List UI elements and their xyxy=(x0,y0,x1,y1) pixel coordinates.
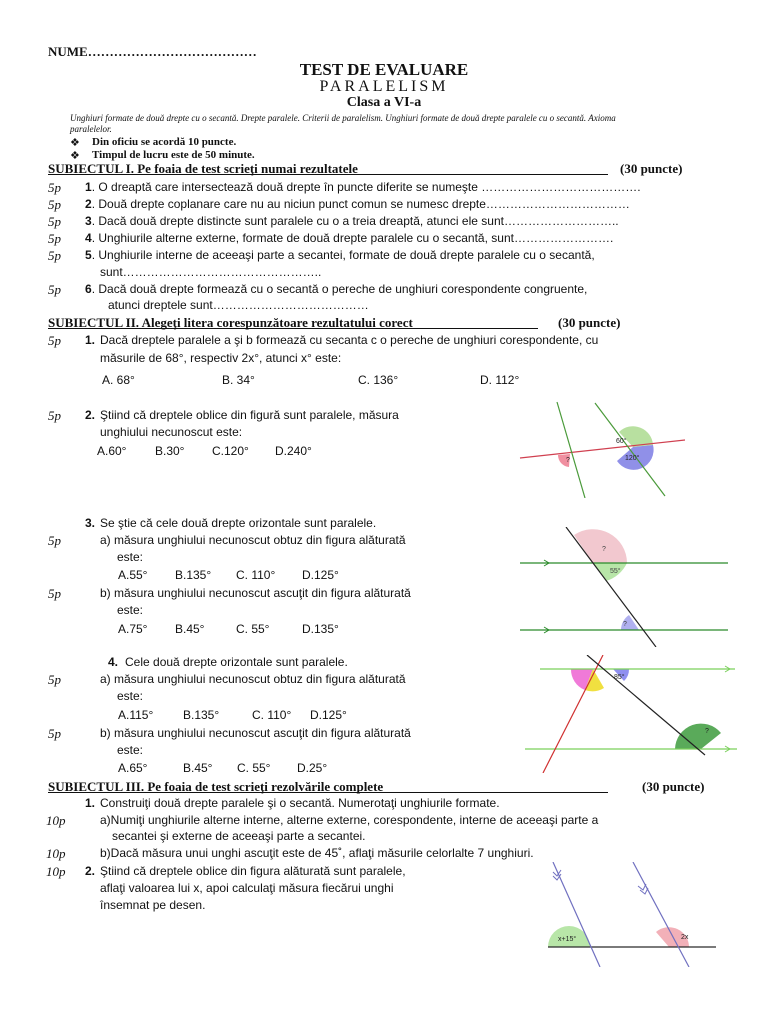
option-d[interactable]: D.125° xyxy=(302,568,339,582)
points-label: 5p xyxy=(48,180,61,195)
bullet-icon: ❖ xyxy=(70,150,80,162)
question-3-2-text: Ştiind că dreptele oblice din figura alăturată sunt paralele, xyxy=(100,864,406,878)
figure-horizontal-parallels-2 xyxy=(525,655,740,773)
option-a[interactable]: A. 68° xyxy=(102,373,135,387)
question-number: 1. xyxy=(85,796,96,810)
section-1-points: (30 puncte) xyxy=(620,161,683,176)
option-c[interactable]: C. 55° xyxy=(236,622,270,636)
question-2-2-text: Ştiind că dreptele oblice din figură sunt paralele, măsura xyxy=(100,408,399,422)
page-subtitle: PARALELISM xyxy=(319,78,449,95)
section-2-title: SUBIECTUL II. Alegeţi litera corespunzătoare rezultatului corect xyxy=(48,315,538,329)
question-number: 3. xyxy=(85,516,96,530)
question-1-4: 4. Unghiurile alterne externe, formate de două drepte paralele cu o secantă, sunt……………………. xyxy=(85,231,614,245)
bullet-text-1: Din oficiu se acordă 10 puncte. xyxy=(92,136,237,148)
option-a[interactable]: A.55° xyxy=(118,568,148,582)
question-1-6-cont: atunci dreptele sunt………………………………… xyxy=(108,298,369,312)
option-b[interactable]: B.135° xyxy=(175,568,212,582)
topics-line-1: Unghiuri formate de două drepte cu o secantă. Drepte paralele. Criterii de paralelism. Unghiuri formate de două drepte paralele cu o secantă. Axioma xyxy=(70,113,616,123)
question-3-1-text: Construiţi două drepte paralele şi o secantă. Numerotaţi unghiurile formate. xyxy=(100,796,500,810)
points-label: 5p xyxy=(48,231,61,246)
option-a[interactable]: A.75° xyxy=(118,622,148,636)
angle-label: 120° xyxy=(625,455,640,462)
question-number: 4. xyxy=(108,655,119,669)
option-b[interactable]: B. 34° xyxy=(222,373,255,387)
option-c[interactable]: C.120° xyxy=(212,444,249,458)
points-label: 10p xyxy=(46,846,66,861)
option-a[interactable]: A.65° xyxy=(118,761,148,775)
question-number: 2. xyxy=(85,864,96,878)
question-2-2-text-cont: unghiului necunoscut este: xyxy=(100,425,243,439)
figure-oblique-parallels xyxy=(515,398,690,498)
bullet-text-2: Timpul de lucru este de 50 minute. xyxy=(92,149,255,161)
option-c[interactable]: C. 136° xyxy=(358,373,399,387)
option-c[interactable]: C. 55° xyxy=(237,761,271,775)
angle-label: 55° xyxy=(610,568,621,575)
question-1-3: 3. Dacă două drepte distincte sunt paralele cu o a treia dreaptă, atunci ele sunt……………………….. xyxy=(85,214,619,228)
points-label: 5p xyxy=(48,248,61,263)
page-title: TEST DE EVALUARE xyxy=(299,60,469,79)
section-3-points: (30 puncte) xyxy=(642,779,705,794)
points-label: 5p xyxy=(48,333,61,348)
points-label: 10p xyxy=(46,864,66,879)
angle-label: 60° xyxy=(616,438,627,445)
question-1-6: 6. Dacă două drepte formează cu o secantă o pereche de unghiuri corespondente congruente, xyxy=(85,282,588,296)
question-3-2-text-cont: aflaţi valoarea lui x, apoi calculaţi măsura fiecărui unghi xyxy=(100,881,394,895)
question-3-1b-text: b)Dacă măsura unui unghi ascuţit este de 45˚, aflaţi măsurile celorlalte 7 unghiuri. xyxy=(100,846,534,860)
question-2-3b-text: b) măsura unghiului necunoscut ascuţit din figura alăturată xyxy=(100,586,411,600)
option-b[interactable]: B.45° xyxy=(183,761,213,775)
points-label: 5p xyxy=(48,533,61,548)
option-b[interactable]: B.135° xyxy=(183,708,220,722)
question-1-1: 1. O dreaptă care intersectează două drepte în puncte diferite se numeşte …………………………………. xyxy=(85,180,641,194)
angle-label: x+15° xyxy=(558,936,577,943)
option-d[interactable]: D.240° xyxy=(275,444,312,458)
option-d[interactable]: D.25° xyxy=(297,761,328,775)
figure-horizontal-parallels-1 xyxy=(518,527,733,647)
topics-line-2: paralelelor. xyxy=(70,124,112,134)
question-2-4a-text: a) măsura unghiului necunoscut obtuz din figura alăturată xyxy=(100,672,406,686)
angle-label: ? xyxy=(602,546,606,553)
option-b[interactable]: B.30° xyxy=(155,444,185,458)
angle-unknown-obtuse-marker xyxy=(574,529,627,563)
question-3-1a-text-cont: secantei şi externe de aceeaşi parte a secantei. xyxy=(112,829,366,843)
points-label: 5p xyxy=(48,282,61,297)
question-2-3b-text-cont: este: xyxy=(117,603,144,617)
option-c[interactable]: C. 110° xyxy=(236,568,276,582)
section-3-title: SUBIECTUL III. Pe foaia de test scrieţi rezolvările complete xyxy=(48,779,608,793)
angle-label: 85° xyxy=(614,674,625,681)
section-1-title: SUBIECTUL I. Pe foaia de test scrieţi numai rezultatele xyxy=(48,161,608,175)
section-2-points: (30 puncte) xyxy=(558,315,621,330)
points-label: 5p xyxy=(48,726,61,741)
question-2-4a-text-cont: este: xyxy=(117,689,144,703)
question-1-5-cont: sunt………………………………………….. xyxy=(100,265,322,279)
points-label: 5p xyxy=(48,197,61,212)
option-b[interactable]: B.45° xyxy=(175,622,205,636)
question-2-1-text: Dacă dreptele paralele a şi b formează cu secanta c o pereche de unghiuri corespondente, cu xyxy=(100,333,599,347)
angle-label: 2x xyxy=(681,934,689,941)
question-2-4-title: Cele două drepte orizontale sunt paralele. xyxy=(125,655,348,669)
option-c[interactable]: C. 110° xyxy=(252,708,292,722)
option-a[interactable]: A.115° xyxy=(118,708,154,722)
question-2-4b-text: b) măsura unghiului necunoscut ascuţit din figura alăturată xyxy=(100,726,411,740)
option-a[interactable]: A.60° xyxy=(97,444,127,458)
bullet-icon: ❖ xyxy=(70,137,80,149)
angle-unknown-marker xyxy=(675,724,721,749)
question-number: 1. xyxy=(85,333,96,347)
question-2-3a-text: a) măsura unghiului necunoscut obtuz din figura alăturată xyxy=(100,533,406,547)
points-label: 10p xyxy=(46,813,66,828)
question-1-5: 5. Unghiurile interne de aceeaşi parte a secantei, formate de două drepte paralele cu o secantă, xyxy=(85,248,595,262)
option-d[interactable]: D. 112° xyxy=(480,373,520,387)
class-label: Clasa a VI-a xyxy=(346,95,422,110)
question-3-2-text-cont: însemnat pe desen. xyxy=(100,898,206,912)
points-label: 5p xyxy=(48,214,61,229)
question-number: 2. xyxy=(85,408,96,422)
angle-label: ? xyxy=(566,457,570,464)
name-line: NUME………………………………… xyxy=(48,44,257,59)
question-3-1a-text: a)Numiţi unghiurile alterne interne, alterne externe, corespondente, interne de aceeaşi parte a xyxy=(100,813,599,827)
question-2-3-title: Se ştie că cele două drepte orizontale sunt paralele. xyxy=(100,516,377,530)
question-2-1-text-cont: măsurile de 68°, respectiv 2x°, atunci x° este: xyxy=(100,351,342,365)
points-label: 5p xyxy=(48,586,61,601)
points-label: 5p xyxy=(48,672,61,687)
figure-oblique-parallels-2 xyxy=(548,862,718,967)
question-2-3a-text-cont: este: xyxy=(117,550,144,564)
points-label: 5p xyxy=(48,408,61,423)
option-d[interactable]: D.125° xyxy=(310,708,347,722)
angle-label: ? xyxy=(623,621,627,628)
question-2-4b-text-cont: este: xyxy=(117,743,144,757)
option-d[interactable]: D.135° xyxy=(302,622,339,636)
angle-label: ? xyxy=(705,728,709,735)
question-1-2: 2. Două drepte coplanare care nu au niciun punct comun se numesc drepte……………………………… xyxy=(85,197,630,211)
